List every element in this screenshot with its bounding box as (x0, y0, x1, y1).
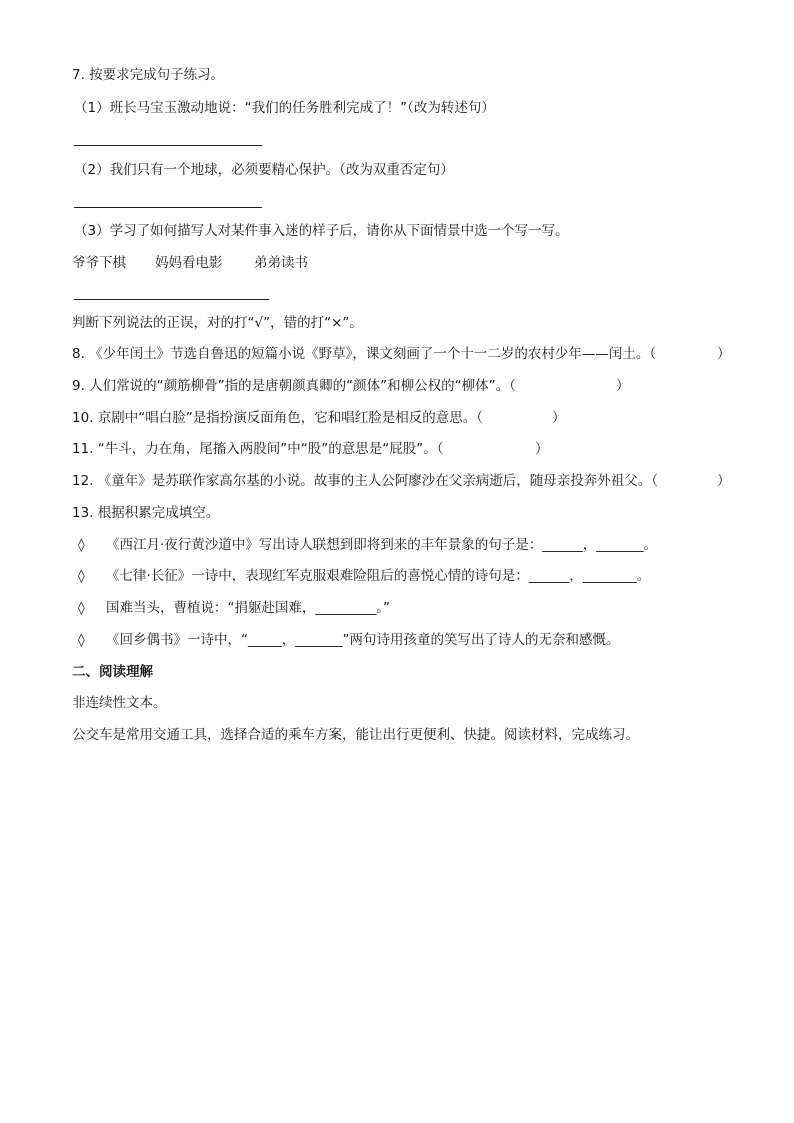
q13-item-2: 《七律·长征》一诗中，表现红军克服艰难险阻后的喜悦心情的诗句是：______，________。 (106, 568, 651, 584)
judge-item-12-close: ） (717, 473, 731, 489)
judge-item-11-close: ） (535, 441, 549, 457)
judge-item-8: 8. 《少年闰土》节选自鲁迅的短篇小说《野草》，课文刻画了一个十一二岁的农村少年——闰土。（ (72, 346, 657, 362)
q13-item-1: 《西江月·夜行黄沙道中》写出诗人联想到即将到来的丰年景象的句子是：______，_______。 (106, 537, 658, 553)
judge-item-8-close: ） (717, 346, 731, 362)
judge-item-10-close: ） (552, 410, 566, 426)
answer-line-1[interactable] (74, 145, 262, 146)
q7-sub3: （3）学习了如何描写人对某件事入迷的样子后，请你从下面情景中选一个写一写。 (74, 223, 569, 239)
q13-title: 13. 根据积累完成填空。 (72, 505, 220, 521)
bullet-icon: ◊ (78, 568, 85, 584)
q7-title: 7. 按要求完成句子练习。 (72, 67, 225, 83)
section-intro: 公交车是常用交通工具，选择合适的乘车方案，能让出行更便利、快捷。阅读材料，完成练习。 (72, 727, 639, 743)
judge-item-12: 12. 《童年》是苏联作家高尔基的小说。故事的主人公阿廖沙在父亲病逝后，随母亲投奔外祖父。（ (72, 473, 659, 489)
bullet-icon: ◊ (78, 537, 85, 553)
q7-sub2: （2）我们只有一个地球，必须要精心保护。（改为双重否定句） (74, 162, 454, 178)
judge-item-9-close: ） (616, 378, 630, 394)
judge-item-9: 9. 人们常说的“颜筋柳骨”指的是唐朝颜真卿的“颜体”和柳公权的“柳体”。（ (72, 378, 516, 394)
judge-intro: 判断下列说法的正误，对的打“√”，错的打“×”。 (72, 315, 363, 331)
bullet-icon: ◊ (78, 600, 85, 616)
section-sub: 非连续性文本。 (72, 695, 167, 711)
answer-line-3[interactable] (74, 299, 269, 300)
answer-line-2[interactable] (74, 207, 262, 208)
option-2: 妈妈看电影 (155, 255, 223, 271)
q13-item-4: 《回乡偶书》一诗中，“_____，_______”两句诗用孩童的笑写出了诗人的无奈和感慨。 (106, 632, 620, 648)
section-heading: 二、阅读理解 (72, 664, 153, 680)
option-3: 弟弟读书 (254, 255, 308, 271)
judge-item-10: 10. 京剧中“唱白脸”是指扮演反面角色，它和唱红脸是相反的意思。（ (72, 410, 483, 426)
option-1: 爷爷下棋 (72, 255, 126, 271)
q13-item-3: 国难当头，曹植说：“捐躯赴国难，_________。” (106, 600, 390, 616)
q7-sub1: （1）班长马宝玉激动地说：“我们的任务胜利完成了！”（改为转述句） (74, 100, 495, 116)
judge-item-11: 11. “牛斗，力在角，尾搐入两股间”中“股”的意思是“屁股”。（ (72, 441, 444, 457)
bullet-icon: ◊ (78, 632, 85, 648)
